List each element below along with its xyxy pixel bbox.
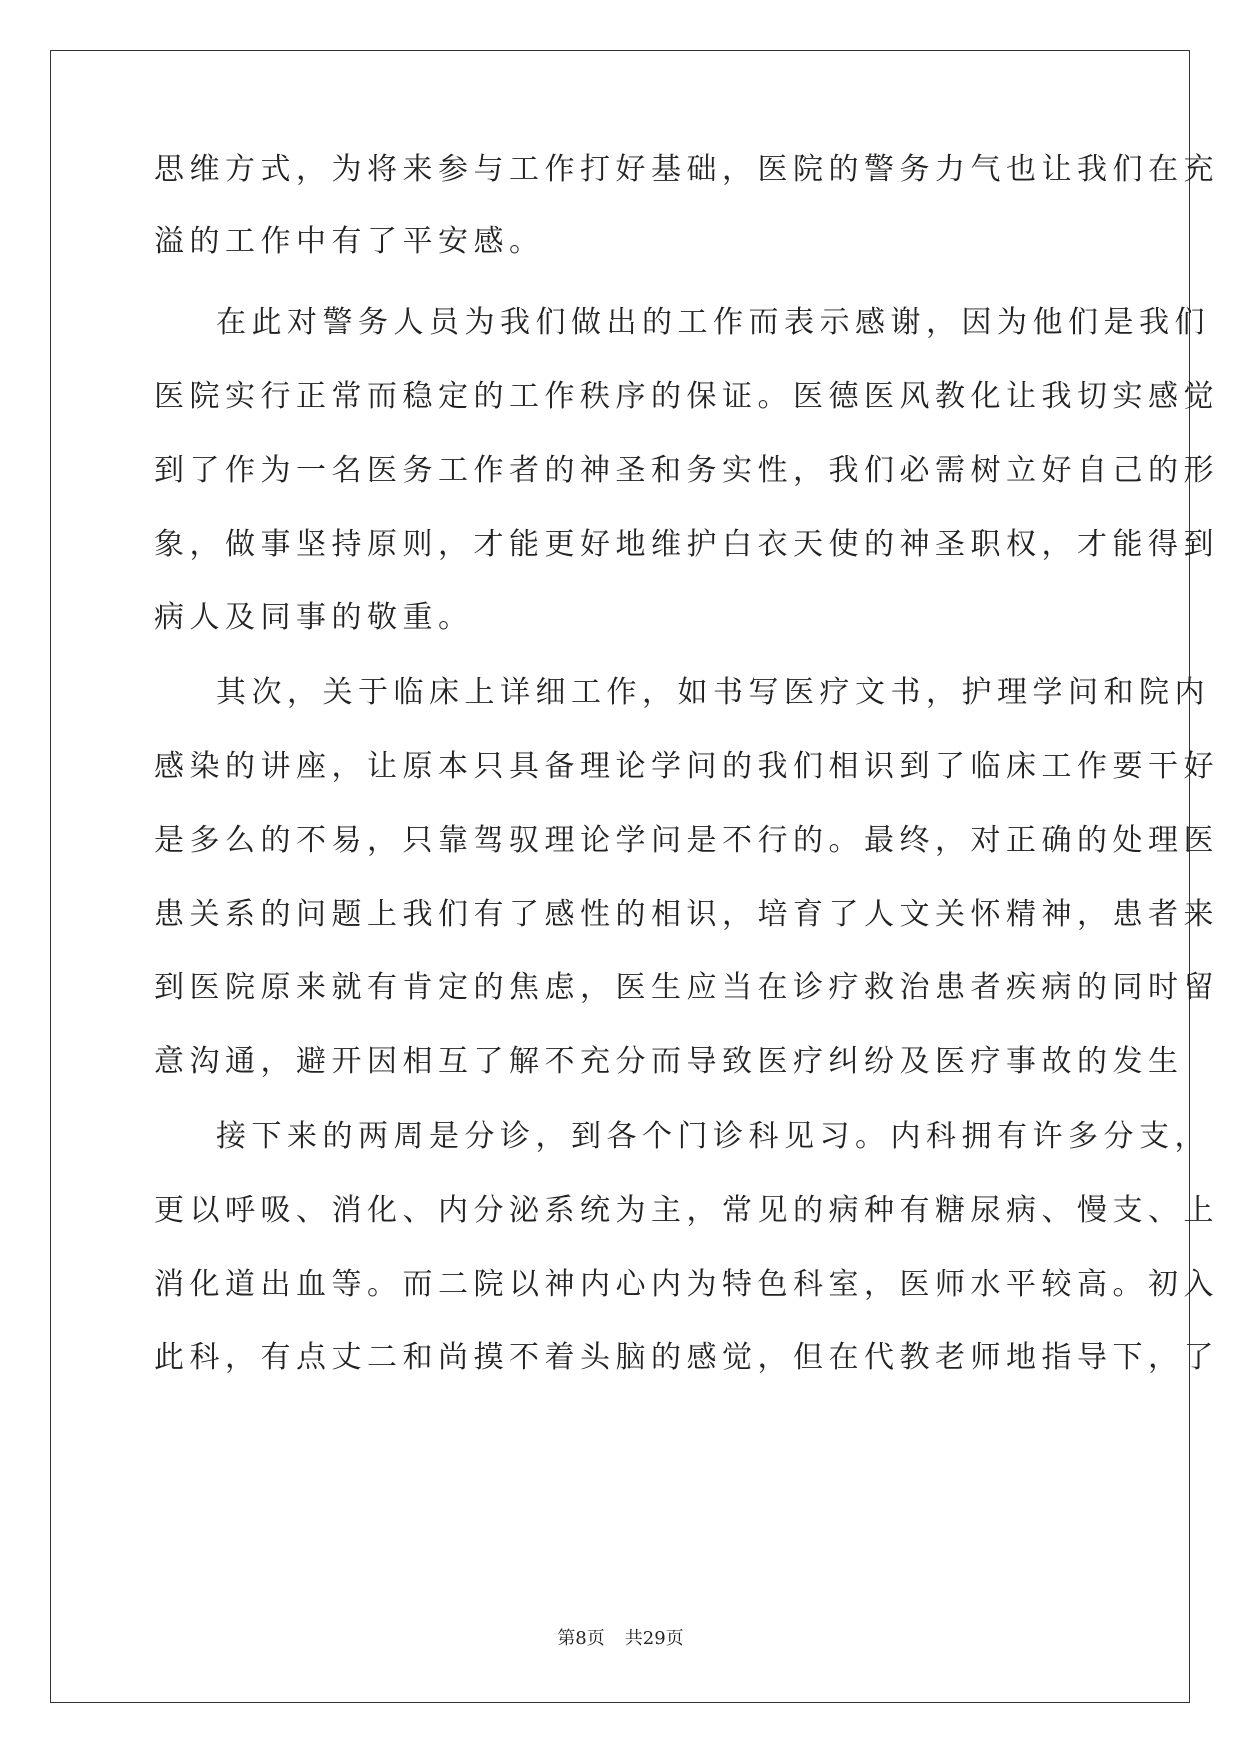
current-page-label: 第8页	[557, 1628, 605, 1649]
paragraph-first-line: 在此对警务人员为我们做出的工作而表示感谢，因为他们是我们	[216, 305, 1210, 340]
text-line: 意沟通，避开因相互了解不充分而导致医疗纠纷及医疗事故的发生	[154, 1044, 1184, 1079]
text-line: 更以呼吸、消化、内分泌系统为主，常见的病种有糖尿病、慢支、上	[154, 1193, 1219, 1228]
text-line: 到医院原来就有肯定的焦虑，医生应当在诊疗救治患者疾病的同时留	[154, 970, 1219, 1005]
text-line: 到了作为一名医务工作者的神圣和务实性，我们必需树立好自己的形	[154, 453, 1219, 488]
paragraph-first-line: 接下来的两周是分诊，到各个门诊科见习。内科拥有许多分支，	[216, 1119, 1210, 1154]
text-line: 医院实行正常而稳定的工作秩序的保证。医德医风教化让我切实感觉	[154, 379, 1219, 414]
text-line: 此科，有点丈二和尚摸不着头脑的感觉，但在代教老师地指导下，了	[154, 1340, 1219, 1375]
page-border	[50, 50, 1219, 1703]
text-line: 象，做事坚持原则，才能更好地维护白衣天使的神圣职权，才能得到	[154, 527, 1219, 562]
text-line: 思维方式，为将来参与工作打好基础，医院的警务力气也让我们在充	[154, 152, 1219, 187]
text-line: 感染的讲座，让原本只具备理论学问的我们相识到了临床工作要干好	[154, 749, 1219, 784]
page-footer	[0, 1628, 1241, 1650]
total-pages-label: 共29页	[624, 1628, 684, 1649]
text-line: 患关系的问题上我们有了感性的相识，培育了人文关怀精神，患者来	[154, 897, 1219, 932]
text-line: 溢的工作中有了平安感。	[154, 224, 545, 259]
text-line: 消化道出血等。而二院以神内心内为特色科室，医师水平较高。初入	[154, 1267, 1219, 1302]
paragraph-first-line: 其次，关于临床上详细工作，如书写医疗文书，护理学问和院内	[216, 675, 1210, 710]
text-line: 是多么的不易，只靠驾驭理论学问是不行的。最终，对正确的处理医	[154, 823, 1219, 858]
text-line: 病人及同事的敬重。	[154, 600, 474, 635]
